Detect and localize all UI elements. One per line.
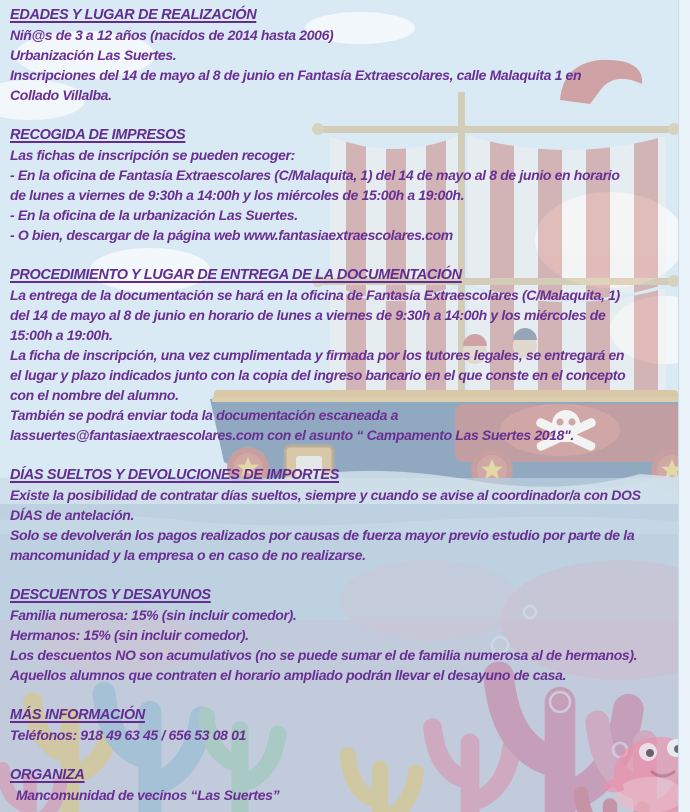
section-heading-descuentos-desayunos: DESCUENTOS Y DESAYUNOS: [10, 587, 211, 603]
section-line: Solo se devolverán los pagos realizados por causas de fuerza mayor previo estudio por parte de la: [10, 527, 635, 543]
section-line: Teléfonos: 918 49 63 45 / 656 53 08 01: [10, 727, 247, 743]
section-procedimiento-entrega: [10, 265, 682, 445]
section-line: Familia numerosa: 15% (sin incluir comedor).: [10, 607, 297, 623]
section-line: - O bien, descargar de la página web www.fantasiaextraescolares.com: [10, 227, 453, 243]
section-line: del 14 de mayo al 8 de junio en horario de lunes a viernes de 9:30h a 14:00h y los miércoles de: [10, 307, 606, 323]
section-line: Los descuentos NO son acumulativos (no se puede sumar el de familia numerosa al de hermanos).: [10, 647, 638, 663]
section-line: con el nombre del alumno.: [10, 387, 179, 403]
section-recogida-impresos: [10, 125, 682, 245]
section-line: Aquellos alumnos que contraten el horario ampliado podrán llevar el desayuno de casa.: [10, 667, 567, 683]
section-line: el lugar y plazo indicados junto con la copia del ingreso bancario en el que conste en el concepto: [10, 367, 626, 383]
section-line: Las fichas de inscripción se pueden recoger:: [10, 147, 295, 163]
section-line: Niñ@s de 3 a 12 años (nacidos de 2014 hasta 2006): [10, 27, 334, 43]
section-heading-recogida-impresos: RECOGIDA DE IMPRESOS: [10, 127, 186, 143]
section-line: Inscripciones del 14 de mayo al 8 de junio en Fantasía Extraescolares, calle Malaquita 1 en: [10, 67, 582, 83]
section-dias-sueltos: [10, 465, 682, 565]
section-heading-dias-sueltos: DÍAS SUELTOS Y DEVOLUCIONES DE IMPORTES: [10, 467, 340, 483]
section-heading-mas-informacion: MÁS INFORMACIÓN: [10, 707, 145, 723]
section-line: lassuertes@fantasiaextraescolares.com con el asunto “ Campamento Las Suertes 2018".: [10, 427, 574, 443]
section-line: Collado Villalba.: [10, 87, 112, 103]
section-line: de lunes a viernes de 9:30h a 14:00h y los miércoles de 15:00h a 19:00h.: [10, 187, 465, 203]
section-line: 15:00h a 19:00h.: [10, 327, 113, 343]
section-line: La entrega de la documentación se hará en la oficina de Fantasía Extraescolares (C/Malaquita, 1): [10, 287, 620, 303]
section-line: Hermanos: 15% (sin incluir comedor).: [10, 627, 249, 643]
section-line: DÍAS de antelación.: [10, 507, 135, 523]
section-line: - En la oficina de Fantasía Extraescolares (C/Malaquita, 1) del 14 de mayo al 8 de junio en horario: [10, 167, 620, 183]
section-line: También se podrá enviar toda la documentación escaneada a: [10, 407, 398, 423]
section-line: - En la oficina de la urbanización Las Suertes.: [10, 207, 298, 223]
section-edades: [10, 5, 682, 105]
section-descuentos-desayunos: [10, 585, 682, 685]
section-line: Mancomunidad de vecinos “Las Suertes”: [16, 787, 280, 803]
section-heading-organiza: ORGANIZA: [10, 767, 85, 783]
section-mas-informacion: [10, 705, 682, 745]
section-line: mancomunidad y la empresa o en caso de no realizarse.: [10, 547, 366, 563]
section-heading-procedimiento-entrega: PROCEDIMIENTO Y LUGAR DE ENTREGA DE LA DOCUMENTACIÓN: [10, 267, 462, 283]
section-line: Urbanización Las Suertes.: [10, 47, 177, 63]
section-organiza: [10, 765, 682, 805]
section-line: La ficha de inscripción, una vez cumplimentada y firmada por los tutores legales, se entregará en: [10, 347, 625, 363]
section-line: Existe la posibilidad de contratar días sueltos, siempre y cuando se avise al coordinador/a con DOS: [10, 487, 641, 503]
section-heading-edades: EDADES Y LUGAR DE REALIZACIÓN: [10, 7, 257, 23]
